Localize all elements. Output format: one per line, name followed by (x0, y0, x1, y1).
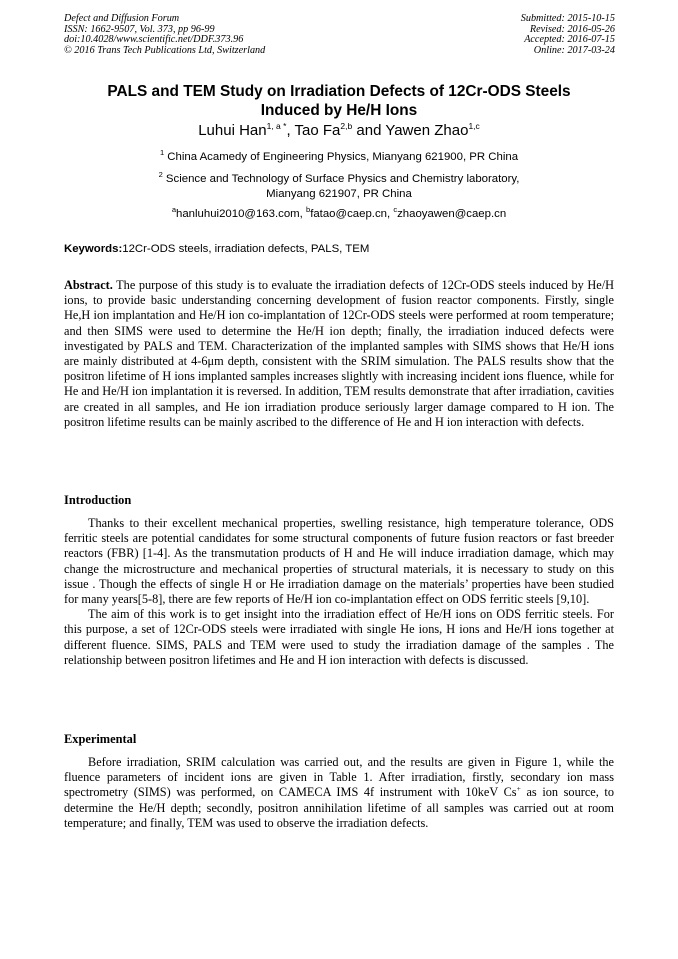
paragraph-text: as ion source, to determine the He/H depth; secondly, positron annihilation lifetime of all samples was carried out at room temperature; and finally, TEM was used to observe the irradiation defects. (64, 785, 614, 830)
author-separator: and (352, 122, 386, 139)
keywords (64, 242, 369, 257)
author-list (40, 121, 638, 140)
copyright-line: © 2016 Trans Tech Publications Ltd, Switzerland (64, 44, 266, 56)
email-marker: b (306, 205, 311, 214)
author-name: Yawen Zhao (385, 122, 469, 139)
revised-date: Revised: 2016-05-26 (529, 23, 615, 35)
author-superscript: 1,c (468, 121, 480, 131)
email-marker: a (171, 205, 176, 214)
introduction-body (64, 516, 614, 668)
title-line-2: Induced by He/H Ions (260, 102, 418, 119)
paragraph: Thanks to their excellent mechanical properties, swelling resistance, high temperature tolerance, ODS ferritic steels are potential candidates for some structural components of future fusion reactors or fast breeder reactors (FBR) [1-4]. As the transmutation products of H and He will induce irradiation damage, which may change the microstructure and mechanical properties of structural materials, it is necessary to study on this issue . Though the effects of single H or He irradiation damage on the materials’ properties have been studied for many years[5-8], there are few reports of He/H ion co-implantation effect on ODS ferritic steels [9,10]. (64, 516, 614, 607)
affiliation-text: Science and Technology of Surface Physics and Chemistry laboratory, (162, 173, 520, 185)
email-separator: , (386, 208, 394, 220)
author-emails (40, 207, 638, 222)
email-marker: c (393, 205, 398, 214)
abstract-label: Abstract. (64, 278, 113, 292)
doi-line: doi:10.4028/www.scientific.net/DDF.373.96 (64, 34, 244, 46)
paragraph (64, 755, 614, 831)
section-heading-experimental: Experimental (64, 732, 137, 746)
author-name: Luhui Han (198, 122, 267, 139)
email-address: hanluhui2010@163.com (176, 208, 300, 220)
title-line-1: PALS and TEM Study on Irradiation Defects of 12Cr-ODS Steels (107, 83, 571, 100)
affiliation-text: China Acamedy of Engineering Physics, Mianyang 621900, PR China (164, 151, 519, 163)
paragraph: The aim of this work is to get insight into the irradiation effect of He/H ions on ODS ferritic steels. For this purpose, a set of 12Cr-ODS steels were irradiated with single He ions, H ions and He/H ions together at different fluence. SIMS, PALS and TEM were used to study the irradiation damage of the samples . The relationship between positron lifetimes and He and H ion interaction with defects is discussed. (64, 607, 614, 667)
email-separator: , (299, 208, 307, 220)
abstract (64, 278, 614, 430)
experimental-body (64, 755, 614, 831)
author-name: Tao Fa (294, 122, 341, 139)
affiliation-1 (40, 150, 638, 165)
accepted-date: Accepted: 2016-07-15 (524, 34, 615, 46)
author-superscript: 1, a * (266, 121, 287, 131)
paragraph-text: Before irradiation, SRIM calculation was carried out, and the results are given in Figure 1, while the fluence parameters of incident ions are given in Table 1. After irradiation, firstly, secondary ion mass spectrometry (SIMS) was performed, on CAMECA IMS 4f instrument with 10keV Cs (64, 755, 614, 800)
section-heading-introduction: Introduction (64, 493, 132, 507)
abstract-text: The purpose of this study is to evaluate the irradiation defects of 12Cr-ODS steels induced by He/H ions, to provide basic understanding concerning development of fusion reactor components. Firstly, single He,H ion implantation and He/H ion co-implantation of 12Cr-ODS steels were performed at room temperature; and then SIMS were used to determine the He/H ion depth; finally, the irradiation induced defects were investigated by PALS and TEM. Characterization of the implanted samples with SIMS shows that He/H ions are mainly distributed at 4-6μm depth, consistent with the SRIM simulation. The PALS results show that the positron lifetime of H ions implanted samples increases slightly with increasing incident ions fluence, while for He and He/H ion implantation it is reversed. In addition, TEM results demonstrate that after irradiation, cavities are created in all samples, and He ion irradiation produce seriously larger damage compared to H ion. The positron lifetime results can be mainly ascribed to the difference of He and H ion interaction with defects. (64, 278, 614, 429)
author-superscript: 2,b (340, 121, 353, 131)
author-separator: , (286, 122, 295, 139)
affiliation-text: Mianyang 621907, PR China (266, 188, 412, 200)
journal-info (64, 14, 265, 56)
keywords-text: 12Cr-ODS steels, irradiation defects, PALS, TEM (122, 243, 370, 255)
issn-line: ISSN: 1662-9507, Vol. 373, pp 96-99 (64, 23, 215, 35)
journal-name: Defect and Diffusion Forum (64, 13, 180, 24)
affiliation-number: 1 (159, 148, 165, 157)
keywords-label: Keywords: (64, 243, 123, 255)
email-address: fatao@caep.cn (310, 208, 387, 220)
ion-charge-superscript: + (516, 784, 521, 794)
submission-dates (521, 14, 615, 56)
submitted-date: Submitted: 2015-10-15 (520, 13, 615, 24)
affiliation-2 (40, 172, 638, 202)
paper-title (40, 82, 638, 120)
online-date: Online: 2017-03-24 (533, 44, 615, 56)
affiliation-number: 2 (158, 170, 163, 179)
email-address: zhaoyawen@caep.cn (397, 208, 507, 220)
